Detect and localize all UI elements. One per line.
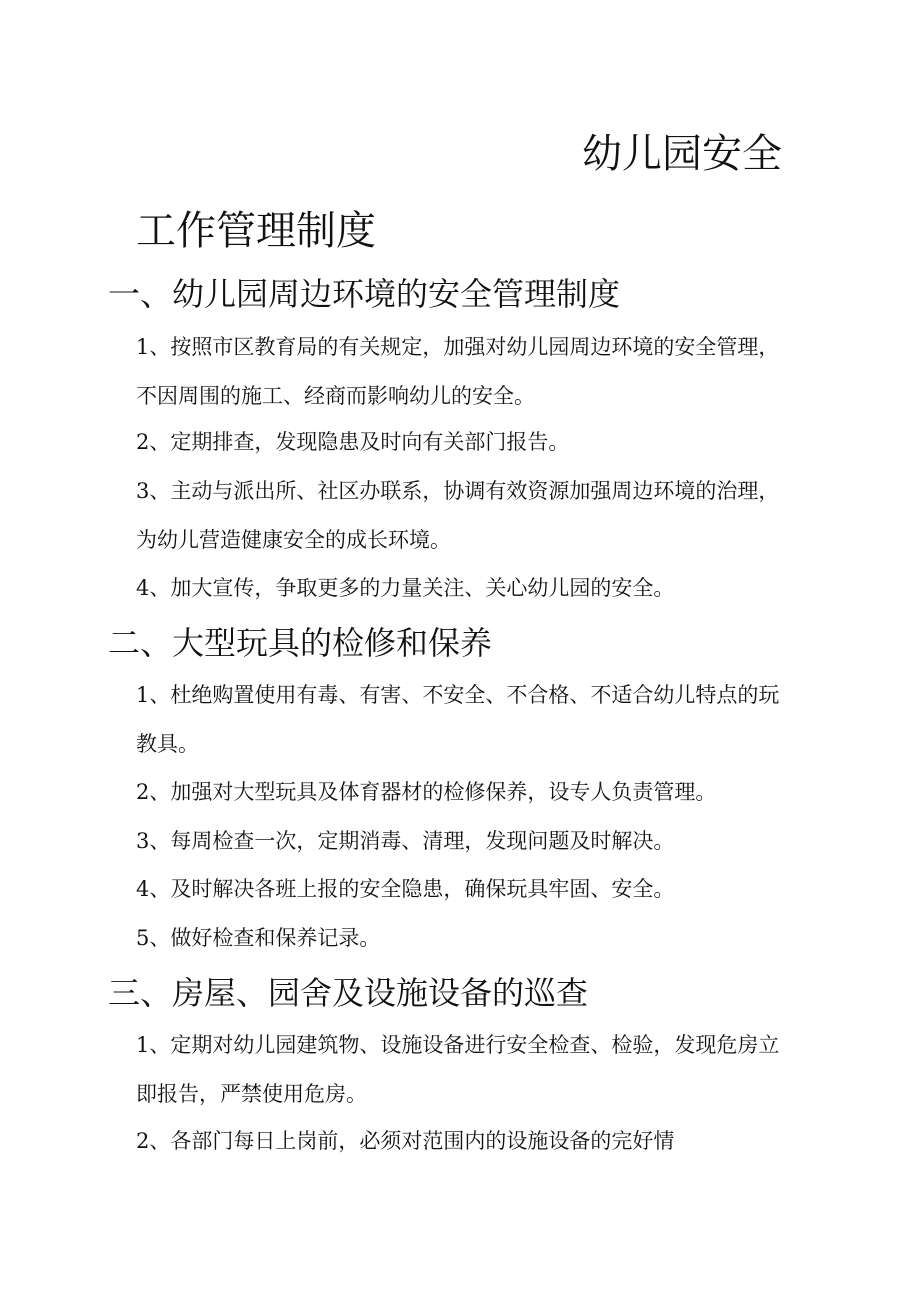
section-2-item-2: 2、加强对大型玩具及体育器材的检修保养，设专人负责管理。 bbox=[136, 780, 717, 804]
section-2-item-1: 1、杜绝购置使用有毒、有害、不安全、不合格、不适合幼儿特点的玩教具。 bbox=[136, 683, 780, 756]
section-2-item-4: 4、及时解决各班上报的安全隐患，确保玩具牢固、安全。 bbox=[136, 877, 675, 901]
section-2-item-3: 3、每周检查一次，定期消毒、清理，发现问题及时解决。 bbox=[136, 829, 675, 853]
section-3-item-1: 1、定期对幼儿园建筑物、设施设备进行安全检查、检验，发现危房立即报告，严禁使用危房。 bbox=[136, 1033, 780, 1106]
section-3-heading: 三、房屋、园舍及设施设备的巡查 bbox=[108, 974, 589, 1012]
section-3-item-2: 2、各部门每日上岗前，必须对范围内的设施设备的完好情 bbox=[136, 1129, 675, 1153]
section-1-item-3: 3、主动与派出所、社区办联系，协调有效资源加强周边环境的治理，为幼儿营造健康安全的成长环境。 bbox=[136, 479, 780, 552]
section-2-heading: 二、大型玩具的检修和保养 bbox=[108, 624, 493, 662]
section-1-item-1: 1、按照市区教育局的有关规定，加强对幼儿园周边环境的安全管理，不因周围的施工、经商而影响幼儿的安全。 bbox=[136, 335, 780, 408]
section-1-heading: 一、幼儿园周边环境的安全管理制度 bbox=[108, 275, 621, 313]
document-title-part2: 工作管理制度 bbox=[136, 208, 376, 254]
document-title-part1: 幼儿园安全 bbox=[582, 131, 782, 177]
section-1-item-4: 4、加大宣传，争取更多的力量关注、关心幼儿园的安全。 bbox=[136, 576, 675, 600]
section-1-item-2: 2、定期排查，发现隐患及时向有关部门报告。 bbox=[136, 430, 570, 454]
section-2-item-5: 5、做好检查和保养记录。 bbox=[136, 926, 381, 950]
